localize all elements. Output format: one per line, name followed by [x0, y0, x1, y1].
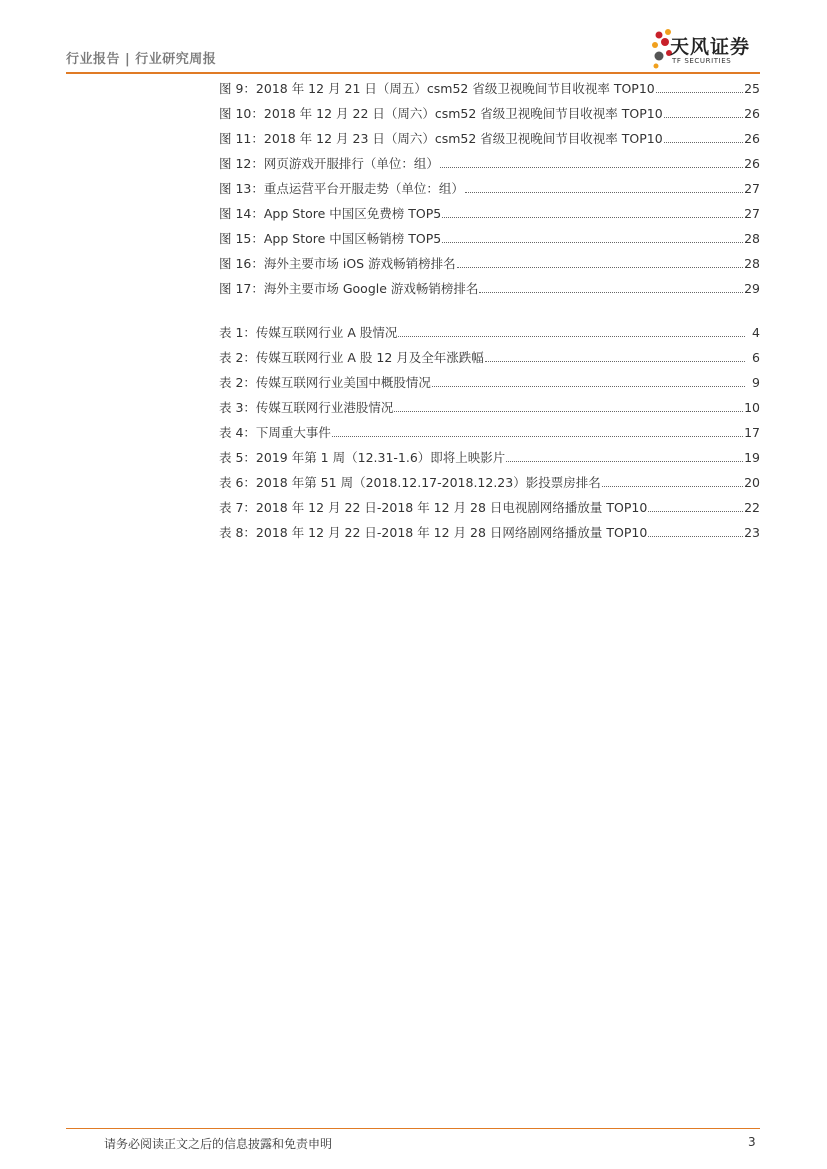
toc-entry-label: 表 6：2018 年第 51 周（2018.12.17-2018.12.23）影投票房排名 — [219, 475, 601, 490]
toc-entry[interactable] — [219, 320, 760, 345]
toc-entry-label: 表 1：传媒互联网行业 A 股情况 — [219, 325, 398, 340]
toc-entry-label: 图 11：2018 年 12 月 23 日（周六）csm52 省级卫视晚间节目收视率 TOP10 — [219, 131, 663, 146]
toc-entry-label: 图 14：App Store 中国区免费榜 TOP5 — [219, 206, 442, 221]
toc-entry-page: 20 — [744, 475, 760, 490]
toc-entry[interactable] — [219, 126, 760, 151]
toc-leader — [465, 192, 743, 193]
toc-entry-label: 图 17：海外主要市场 Google 游戏畅销榜排名 — [219, 281, 479, 296]
toc-entry-label: 图 10：2018 年 12 月 22 日（周六）csm52 省级卫视晚间节目收视率 TOP10 — [219, 106, 663, 121]
toc-entry[interactable] — [219, 420, 760, 445]
toc-entry-page: 29 — [744, 281, 760, 296]
toc-entry[interactable] — [219, 276, 760, 301]
toc-entry-page: 9 — [752, 375, 760, 390]
toc-entry-page: 26 — [744, 131, 760, 146]
toc-entry-page: 19 — [744, 450, 760, 465]
toc-entry-page: 26 — [744, 156, 760, 171]
toc-entry-label: 图 12：网页游戏开服排行（单位：组） — [219, 156, 439, 171]
toc-leader — [442, 217, 743, 218]
toc-entry-page: 27 — [744, 181, 760, 196]
toc-leader — [479, 292, 743, 293]
toc-entry[interactable] — [219, 395, 760, 420]
toc-entry-page: 27 — [744, 206, 760, 221]
toc-leader — [485, 361, 745, 362]
toc-entry[interactable] — [219, 226, 760, 251]
toc-leader — [664, 117, 743, 118]
toc-entry[interactable] — [219, 495, 760, 520]
toc-entry-page: 10 — [744, 400, 760, 415]
toc-entry-page: 22 — [744, 500, 760, 515]
toc-entry[interactable] — [219, 176, 760, 201]
page-number: 3 — [748, 1135, 756, 1149]
toc-entry[interactable] — [219, 370, 760, 395]
toc-entry-page: 28 — [744, 231, 760, 246]
toc-entry-label: 图 16：海外主要市场 iOS 游戏畅销榜排名 — [219, 256, 456, 271]
toc-leader — [332, 436, 743, 437]
toc-entry[interactable] — [219, 470, 760, 495]
toc-entry-label: 表 7：2018 年 12 月 22 日-2018 年 12 月 28 日电视剧网络播放量 TOP10 — [219, 500, 648, 515]
toc-entry-label: 表 2：传媒互联网行业 A 股 12 月及全年涨跌幅 — [219, 350, 484, 365]
toc-entry[interactable] — [219, 345, 760, 370]
toc-entry[interactable] — [219, 151, 760, 176]
toc-leader — [398, 336, 745, 337]
toc-entry-page: 25 — [744, 81, 760, 96]
toc-entry-page: 23 — [744, 525, 760, 540]
toc-entry-label: 表 8：2018 年 12 月 22 日-2018 年 12 月 28 日网络剧网络播放量 TOP10 — [219, 525, 648, 540]
toc-leader — [656, 92, 743, 93]
toc-entry[interactable] — [219, 251, 760, 276]
toc-entry-page: 6 — [752, 350, 760, 365]
toc-entry-label: 图 15：App Store 中国区畅销榜 TOP5 — [219, 231, 442, 246]
toc-leader — [457, 267, 744, 268]
toc-leader — [648, 536, 743, 537]
logo-text: 天风证券 — [670, 36, 751, 58]
toc-entry[interactable] — [219, 201, 760, 226]
toc-leader — [602, 486, 743, 487]
toc-entry-label: 表 5：2019 年第 1 周（12.31-1.6）即将上映影片 — [219, 450, 506, 465]
figure-list — [219, 76, 760, 301]
header-divider — [66, 72, 760, 74]
toc-entry[interactable] — [219, 76, 760, 101]
toc-entry-page: 26 — [744, 106, 760, 121]
toc-leader — [648, 511, 743, 512]
toc-leader — [506, 461, 743, 462]
toc-entry-label: 表 3：传媒互联网行业港股情况 — [219, 400, 394, 415]
toc-leader — [394, 411, 743, 412]
toc-leader — [442, 242, 743, 243]
toc-entry-label: 图 13：重点运营平台开服走势（单位：组） — [219, 181, 464, 196]
toc-entry[interactable] — [219, 101, 760, 126]
footer-divider — [66, 1128, 760, 1129]
toc-entry-label: 表 2：传媒互联网行业美国中概股情况 — [219, 375, 431, 390]
footer-disclaimer: 请务必阅读正文之后的信息披露和免责申明 — [104, 1137, 333, 1151]
toc-entry-page: 4 — [752, 325, 760, 340]
table-list — [219, 320, 760, 545]
toc-entry-label: 表 4：下周重大事件 — [219, 425, 331, 440]
toc-entry[interactable] — [219, 445, 760, 470]
toc-leader — [432, 386, 745, 387]
toc-entry-page: 17 — [744, 425, 760, 440]
breadcrumb: 行业报告 | 行业研究周报 — [66, 52, 217, 67]
toc-leader — [440, 167, 743, 168]
toc-leader — [664, 142, 743, 143]
logo-subtitle: TF SECURITIES — [672, 57, 732, 65]
toc-entry-label: 图 9：2018 年 12 月 21 日（周五）csm52 省级卫视晚间节目收视率 TOP10 — [219, 81, 655, 96]
toc-entry[interactable] — [219, 520, 760, 545]
toc-entry-page: 28 — [744, 256, 760, 271]
